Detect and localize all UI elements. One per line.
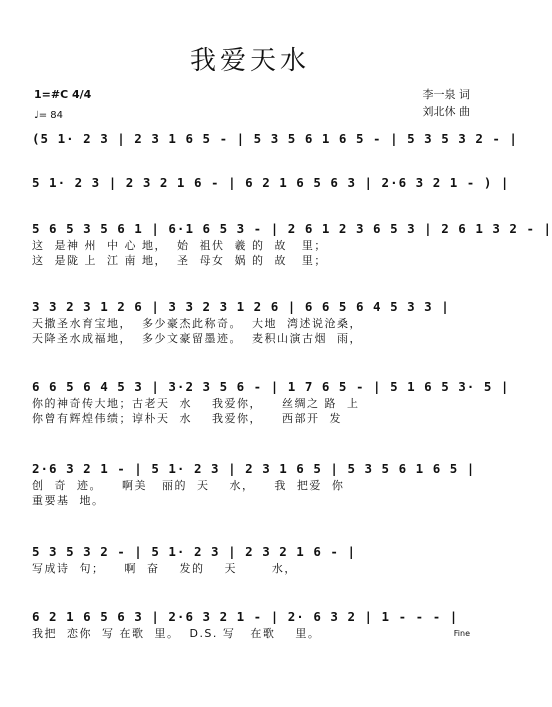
tempo-marking: ♩= 84 (34, 110, 63, 121)
lyric-verse-2: 天降圣水成福地， 多少文豪留墨迹。 麦积山演古烟 雨， (32, 332, 362, 345)
lyric-verse-2: 重要基 地。 (32, 494, 105, 507)
song-title: 我爱天水 (189, 46, 310, 76)
score-line-8 (32, 608, 470, 641)
notation-row: 6 2 1 6 5 6 3 | 2·6 3 2 1 - | 2· 6 3 2 | 1 - - - | (32, 609, 459, 624)
lyric-verse-1: 天撒圣水育宝地， 多少豪杰此称奇。 大地 湾述说沧桑， (32, 317, 362, 330)
notation-row: 2·6 3 2 1 - | 5 1· 2 3 | 2 3 1 6 5 | 5 3 5 6 1 6 5 | (32, 461, 476, 476)
notation-row: 5 1· 2 3 | 2 3 2 1 6 - | 6 2 1 6 5 6 3 | 2·6 3 2 1 - ) | (32, 175, 510, 190)
score-line-7 (32, 543, 470, 576)
lyric-verse-1: 我把 恋你 写 在歌 里。 D.S. 写 在歌 里。 (32, 627, 321, 640)
lyric-verse-2: 你曾有辉煌伟绩；谆朴天 水 我爱你， 西部开 发 (32, 412, 342, 425)
notation-row: 5 6 5 3 5 6 1 | 6·1 6 5 3 - | 2 6 1 2 3 6 5 3 | 2 6 1 3 2 - | (32, 221, 552, 236)
fine-marking: Fine (453, 629, 470, 638)
composer-credit: 刘北休 曲 (422, 105, 470, 118)
lyricist-credit: 李一泉 词 (422, 88, 470, 101)
lyric-verse-2: 这 是陇 上 江 南 地， 圣 母女 娲 的 故 里； (32, 254, 327, 267)
score-line-1 (32, 130, 518, 148)
notation-row: 3 3 2 3 1 2 6 | 3 3 2 3 1 2 6 | 6 6 5 6 4 5 3 3 | (32, 299, 450, 314)
lyric-verse-1: 这 是神 州 中 心 地， 始 祖伏 羲 的 故 里； (32, 239, 327, 252)
key-signature: 1=#C 4/4 (34, 88, 92, 101)
notation-row: 5 3 5 3 2 - | 5 1· 2 3 | 2 3 2 1 6 - | (32, 544, 356, 559)
score-line-4 (32, 298, 470, 346)
score-line-3 (32, 220, 552, 268)
notation-row: 6 6 5 6 4 5 3 | 3·2 3 5 6 - | 1 7 6 5 - | 5 1 6 5 3· 5 | (32, 379, 510, 394)
lyric-verse-1: 创 奇 迹。 啊美 丽的 天 水， 我 把爱 你 (32, 479, 345, 492)
lyric-verse-1: 写成诗 句； 啊 奋 发的 天 水， (32, 562, 297, 575)
lyric-verse-1: 你的神奇传大地；古老天 水 我爱你， 丝绸之 路 上 (32, 397, 360, 410)
score-line-2 (32, 174, 510, 192)
notation-row: (5 1· 2 3 | 2 3 1 6 5 - | 5 3 5 6 1 6 5 - | 5 3 5 3 2 - | (32, 131, 518, 146)
score-line-5 (32, 378, 510, 426)
score-line-6 (32, 460, 476, 508)
